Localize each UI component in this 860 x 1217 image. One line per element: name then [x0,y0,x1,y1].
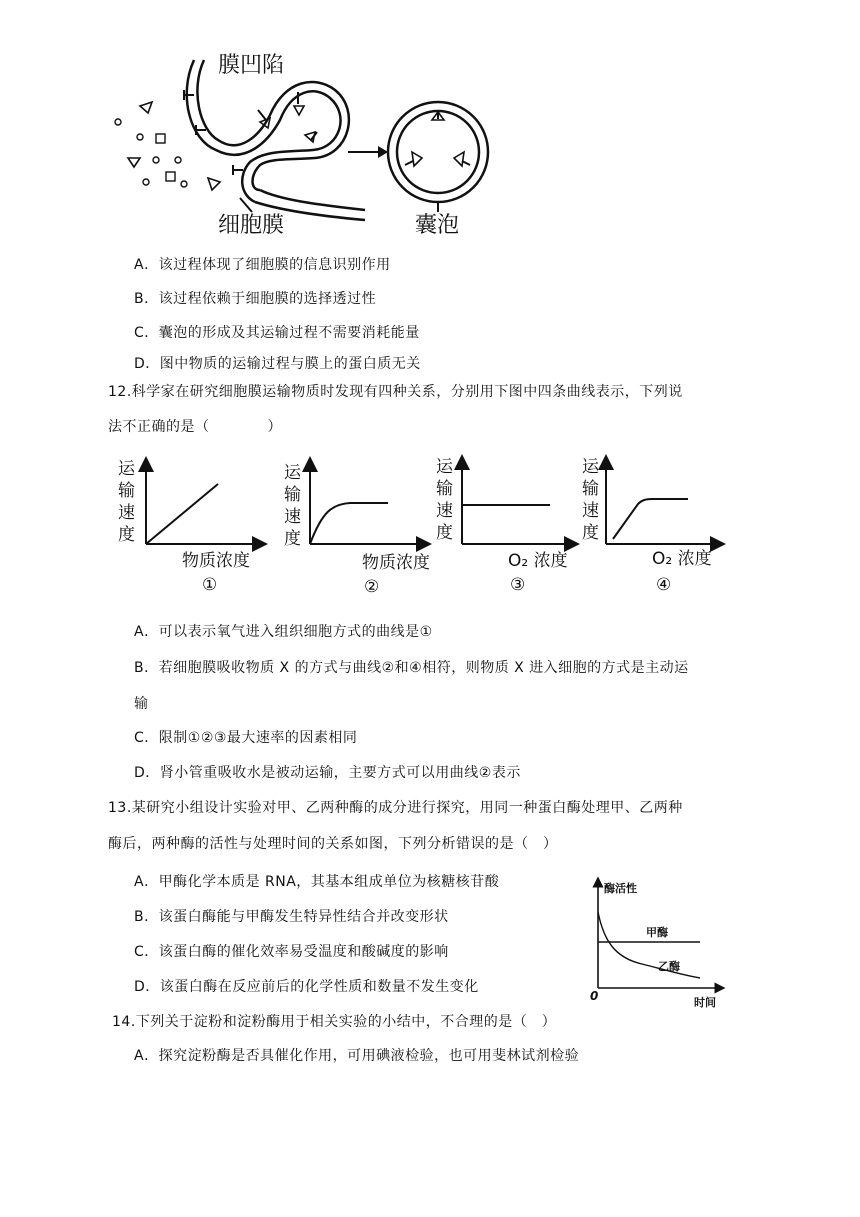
curve-1 [146,484,218,544]
graph3-ylabel-1: 运 [436,457,453,477]
graph1-ylabel-4: 度 [118,525,135,545]
q12-stem-line2: 法不正确的是（ ） [108,419,282,435]
graph1-ylabel-1: 运 [118,459,135,479]
graph4-number: ④ [656,575,672,595]
graph1-number: ① [202,575,218,595]
q11-option-d: D．图中物质的运输过程与膜上的蛋白质无关 [134,356,421,372]
graph2-ylabel-4: 度 [284,529,301,549]
graph3-ylabel-3: 速 [436,501,453,521]
curve-2 [310,503,388,544]
graph1-xlabel: 物质浓度 [182,551,250,571]
graph4-ylabel-1: 运 [582,457,599,477]
graph4-ylabel-3: 速 [582,501,599,521]
curve-4 [613,499,688,539]
graph-3 [436,457,572,595]
enzyme-activity-graph [582,872,732,1012]
q14-stem: 14.下列关于淀粉和淀粉酶用于相关实验的小结中，不合理的是（ ） [112,1014,557,1030]
q12-option-b-cont: 输 [134,696,149,712]
graph-xlabel: 时间 [694,996,716,1009]
series-a-label: 甲酶 [646,926,668,939]
q11-option-c: C．囊泡的形成及其运输过程不需要消耗能量 [134,325,420,341]
graph-2 [284,463,430,597]
graph2-xlabel: 物质浓度 [362,553,430,573]
graph-origin: 0 [590,989,599,1003]
q11-option-b: B．该过程依赖于细胞膜的选择透过性 [134,291,377,307]
graph2-ylabel-1: 运 [284,463,301,483]
graph3-number: ③ [510,575,526,595]
q14-option-a: A．探究淀粉酶是否具催化作用，可用碘液检验，也可用斐林试剂检验 [134,1048,580,1064]
q12-option-c: C．限制①②③最大速率的因素相同 [134,730,358,746]
q12-option-a: A．可以表示氧气进入组织细胞方式的曲线是① [134,624,433,640]
q11-option-a: A．该过程体现了细胞膜的信息识别作用 [134,257,391,273]
graph2-ylabel-2: 输 [284,485,301,505]
q13-option-c: C．该蛋白酶的催化效率易受温度和酸碱度的影响 [134,944,449,960]
vesicle-label: 囊泡 [415,213,460,238]
graph1-ylabel-2: 输 [118,481,135,501]
series-b-label: 乙酶 [658,960,680,973]
q13-option-d: D．该蛋白酶在反应前后的化学性质和数量不发生变化 [134,979,479,995]
graph3-ylabel-2: 输 [436,479,453,499]
q13-option-a: A．甲酶化学本质是 RNA，其基本组成单位为核糖核苷酸 [134,874,500,890]
graph-ylabel: 酶活性 [604,882,637,895]
graph-1 [118,459,260,595]
graph3-ylabel-4: 度 [436,523,453,543]
q13-stem-line1: 13.某研究小组设计实验对甲、乙两种酶的成分进行探究，用同一种蛋白酶处理甲、乙两种 [108,800,683,816]
graph2-ylabel-3: 速 [284,507,301,527]
q12-stem-line1: 12.科学家在研究细胞膜运输物质时发现有四种关系，分别用下图中四条曲线表示，下列说 [108,384,683,400]
membrane-pit-label: 膜凹陷 [218,53,285,78]
q13-stem-line2: 酶后，两种酶的活性与处理时间的关系如图，下列分析错误的是（ ） [108,836,558,852]
q12-option-b: B．若细胞膜吸收物质 X 的方式与曲线②和④相符，则物质 X 进入细胞的方式是主动运 [134,660,689,676]
graph-4 [582,457,718,595]
graph1-ylabel-3: 速 [118,503,135,523]
q13-option-b: B．该蛋白酶能与甲酶发生特异性结合并改变形状 [134,909,449,925]
cell-membrane-label: 细胞膜 [218,213,285,238]
q12-graphs [110,452,730,597]
graph4-ylabel-4: 度 [582,523,599,543]
graph4-ylabel-2: 输 [582,479,599,499]
endocytosis-figure [100,40,520,245]
graph3-xlabel: O₂ 浓度 [508,551,568,571]
enzyme-b-curve [598,912,700,978]
graph2-number: ② [364,577,380,597]
q12-option-d: D．肾小管重吸收水是被动运输，主要方式可以用曲线②表示 [134,765,521,781]
graph4-xlabel: O₂ 浓度 [652,549,712,569]
